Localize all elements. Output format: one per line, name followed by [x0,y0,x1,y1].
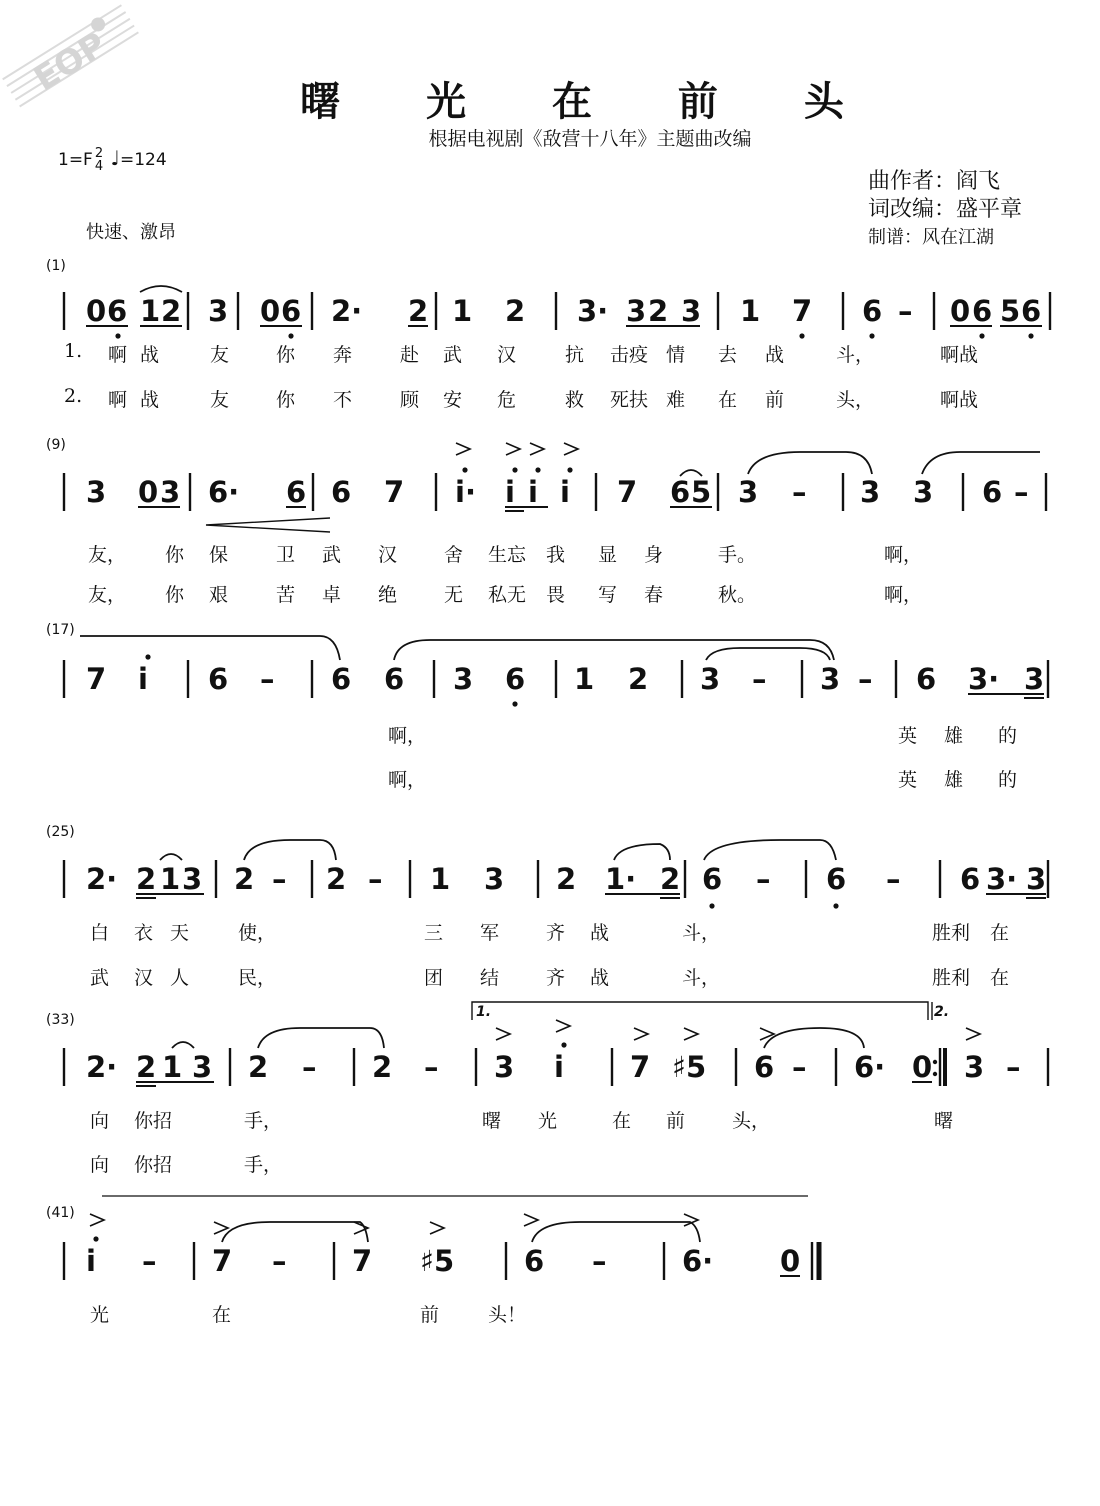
note: 2 [505,294,526,328]
lyric: 雄 [944,769,964,791]
note: 3 [1026,862,1047,896]
lyric: 难 [666,389,686,411]
measure-number: (25) [46,824,75,840]
lyric: 汉 [378,544,398,566]
volta-brackets [472,1002,932,1020]
note: 6· [208,475,240,509]
note: 0 [138,475,159,509]
beams [86,326,1046,1276]
lyric: 身 [644,544,664,566]
note: 2 [372,1050,393,1084]
lyric: 啊战 [940,389,979,411]
note: 7 [792,294,813,328]
note: 0 [950,294,971,328]
lyric: 民， [238,967,277,989]
lyric: 三 [424,922,444,944]
lyric: 天 [170,922,190,944]
lyric: 无 [444,584,464,606]
note: 5 [691,475,712,509]
lyric: 团 [424,967,444,989]
note: 6· [854,1050,886,1084]
lyric: 斗， [836,344,875,366]
note: 1 [160,862,181,896]
note: 2 [136,862,157,896]
note: 0 [86,294,107,328]
note: 7 [384,475,405,509]
note: – [142,1244,157,1278]
lyric: 衣 [134,922,154,944]
note: 7 [212,1244,233,1278]
note: 3 [860,475,881,509]
lyric: 白 [90,922,110,944]
lyric: 头， [836,389,875,411]
lyric: 的 [998,725,1018,747]
note: – [272,862,287,896]
lyric: 你 [276,389,296,411]
lyric: 击疫 [610,344,649,366]
lyric: 战 [590,922,610,944]
lyric: 死扶 [610,389,649,411]
octave-dots [93,333,1033,1241]
lyric: 武 [322,544,342,566]
lyric: 啊， [884,584,923,606]
note: 6 [505,662,526,696]
note: – [886,862,901,896]
lyric: 武 [443,344,463,366]
note: 2· [86,862,118,896]
note: 7 [630,1050,651,1084]
lyric: 友， [88,584,127,606]
lyric: 手。 [718,544,757,566]
note: 3· [968,662,1000,696]
lyric: 你 [165,584,185,606]
measure-number: (41) [46,1205,75,1221]
lyric: 顾 [400,389,420,411]
note: 6 [208,662,229,696]
note: – [1006,1050,1021,1084]
time-numerator: 2 [94,146,104,161]
measure-number: (33) [46,1012,75,1028]
lyric: 结 [480,967,500,989]
lyric: 战 [140,389,160,411]
note: 7 [617,475,638,509]
lyric: 生忘 [488,544,527,566]
volta-second-label: 2. [934,1004,950,1020]
note: 3 [453,662,474,696]
lyric: 畏 [546,584,566,606]
note: 6 [862,294,883,328]
note: 0 [912,1050,933,1084]
note: 7 [352,1244,373,1278]
note: 2 [234,862,255,896]
lyric: 战 [765,344,785,366]
lyric: 你 [276,344,296,366]
lyric: 胜利 [932,922,971,944]
note: 6 [982,475,1003,509]
note: 3 [626,294,647,328]
note: – [260,662,275,696]
note: 3 [820,662,841,696]
note: 2 [408,294,429,328]
lyric: 曙 [934,1110,954,1132]
lyric: 不 [333,389,353,411]
lyric: 友 [210,344,230,366]
lyric: 的 [998,769,1018,791]
note: 6 [826,862,847,896]
lyric: 汉 [134,967,154,989]
lyric: 啊， [884,544,923,566]
lyric: 艰 [209,584,229,606]
note: 3 [494,1050,515,1084]
lyric: 齐 [546,967,566,989]
lyric: 奔 [333,344,353,366]
note: 2 [660,862,681,896]
lyric: 斗， [682,967,721,989]
note: 3 [160,475,181,509]
note: i [528,475,538,509]
lyric: 向 [90,1110,110,1132]
note: 5 [1000,294,1021,328]
arranger-credit: 词改编：盛平章 [868,197,1023,222]
note: i· [455,475,476,509]
note: – [898,294,913,328]
lyric: 头！ [488,1304,527,1326]
note: – [756,862,771,896]
note: 3 [738,475,759,509]
note: 1 [162,1050,183,1084]
lyric: 英 [898,725,918,747]
lyric: 使， [238,922,277,944]
song-subtitle: 根据电视剧《敌营十八年》主题曲改编 [428,128,752,150]
note: 3· [577,294,609,328]
tempo-marking: 快速、激昂 [86,222,176,243]
note: ♯5 [420,1244,455,1278]
barlines [64,292,1050,1280]
note: – [792,1050,807,1084]
note: 3 [913,475,934,509]
note: 2 [556,862,577,896]
lyric: 啊 [108,344,128,366]
watermark-text: EOP [26,24,114,100]
lyric: 显 [598,544,618,566]
lyric: 在 [212,1304,232,1326]
lyric: 胜利 [932,967,971,989]
composer-credit: 曲作者：阎飞 [868,169,1001,194]
lyric: 啊， [388,769,427,791]
lyric: 武 [90,967,110,989]
note: – [424,1050,439,1084]
note: – [272,1244,287,1278]
lyric: 人 [170,967,190,989]
lyric: 在 [718,389,738,411]
lyric: 危 [497,389,517,411]
note: i [138,662,148,696]
note: 2 [248,1050,269,1084]
note: 3 [484,862,505,896]
lyric: 赴 [400,344,420,366]
note: – [302,1050,317,1084]
lyric: 战 [590,967,610,989]
volta-first-label: 1. [476,1004,492,1020]
lyric: 雄 [944,725,964,747]
lyric: 1. [64,340,83,362]
key-prefix: 1=F [58,150,93,170]
song-title: 曙 光 在 前 头 [300,79,880,125]
lyric: 战 [140,344,160,366]
note: 1· [605,862,637,896]
note: 1 [430,862,451,896]
lyric: 啊战 [940,344,979,366]
note: 6 [1021,294,1042,328]
repeat-dots [933,1060,937,1076]
lyric: 英 [898,769,918,791]
lyric: 友， [88,544,127,566]
note: – [752,662,767,696]
note: 0 [260,294,281,328]
lyric: 手， [244,1154,283,1176]
note: 3· [986,862,1018,896]
lyric: 舍 [444,544,464,566]
measure-number: (9) [46,437,66,453]
lyric: 在 [990,922,1010,944]
note: 6 [702,862,723,896]
lyric: 保 [209,544,229,566]
note: – [368,862,383,896]
lyric: 光 [90,1304,110,1326]
note: 2 [136,1050,157,1084]
note: 6 [286,475,307,509]
measure-number: (17) [46,622,75,638]
quarter-note-icon: ♩ [110,146,120,170]
lyric: 2. [64,385,83,407]
note: 6 [670,475,691,509]
lyric: 救 [565,389,585,411]
lyric: 啊 [108,389,128,411]
crescendo-hairpin [206,518,330,532]
lyric: 汉 [497,344,517,366]
note: 1 [140,294,161,328]
lyric: 光 [538,1110,558,1132]
note: 3 [182,862,203,896]
lyric: 你 [165,544,185,566]
note: 2 [648,294,669,328]
lyric: 春 [644,584,664,606]
note: 2 [326,862,347,896]
tempo-value: =124 [119,150,167,170]
lyric: 写 [598,584,618,606]
note: 6 [524,1244,545,1278]
note: 6 [754,1050,775,1084]
lyric: 卫 [276,544,296,566]
lyric: 你招 [134,1110,173,1132]
note: 6· [682,1244,714,1278]
lyric: 抗 [565,344,585,366]
note: 6 [107,294,128,328]
lyric: 我 [546,544,566,566]
lyric: 斗， [682,922,721,944]
note: 2 [628,662,649,696]
transcriber-credit: 制谱：风在江湖 [868,227,994,248]
note: 3 [700,662,721,696]
note: 6 [331,662,352,696]
note: i [554,1050,564,1084]
note: 2 [161,294,182,328]
lyric: 前 [765,389,785,411]
lyric: 向 [90,1154,110,1176]
note: 2· [331,294,363,328]
time-denominator: 4 [94,159,104,174]
note: 1 [452,294,473,328]
lyric: 在 [612,1110,632,1132]
note: 3 [208,294,229,328]
accents [90,443,980,1234]
lyric: 齐 [546,922,566,944]
note: 1 [740,294,761,328]
lyric: 安 [443,389,463,411]
slurs [80,286,1040,1242]
lyric: 头， [732,1110,771,1132]
lyric: 去 [718,344,738,366]
lyric: 私无 [488,584,527,606]
lyric: 前 [420,1304,440,1326]
note: i [505,475,515,509]
lyric: 前 [666,1110,686,1132]
note: 6 [960,862,981,896]
lyric: 情 [666,344,686,366]
lyric: 你招 [134,1154,173,1176]
note: – [792,475,807,509]
note: 6 [916,662,937,696]
note: 3 [1024,662,1045,696]
lyric: 军 [480,922,500,944]
lyric: 苦 [276,584,296,606]
note: – [858,662,873,696]
note: 1 [574,662,595,696]
note: 0 [780,1244,801,1278]
note: 6 [384,662,405,696]
lyric: 曙 [482,1110,502,1132]
lyric: 手， [244,1110,283,1132]
note: i [86,1244,96,1278]
lyric: 秋。 [718,584,757,606]
lyric: 在 [990,967,1010,989]
note: 3 [192,1050,213,1084]
note: – [592,1244,607,1278]
note: 7 [86,662,107,696]
note: ♯5 [672,1050,707,1084]
note: 6 [972,294,993,328]
note: 2· [86,1050,118,1084]
lyric: 绝 [378,584,398,606]
lyric: 啊， [388,725,427,747]
note: 3 [681,294,702,328]
note: – [1014,475,1029,509]
note: 3 [86,475,107,509]
lyric: 友 [210,389,230,411]
note: i [560,475,570,509]
measure-number: (1) [46,258,66,274]
note: 6 [281,294,302,328]
note: 3 [964,1050,985,1084]
lyric: 卓 [322,584,342,606]
note: 6 [331,475,352,509]
